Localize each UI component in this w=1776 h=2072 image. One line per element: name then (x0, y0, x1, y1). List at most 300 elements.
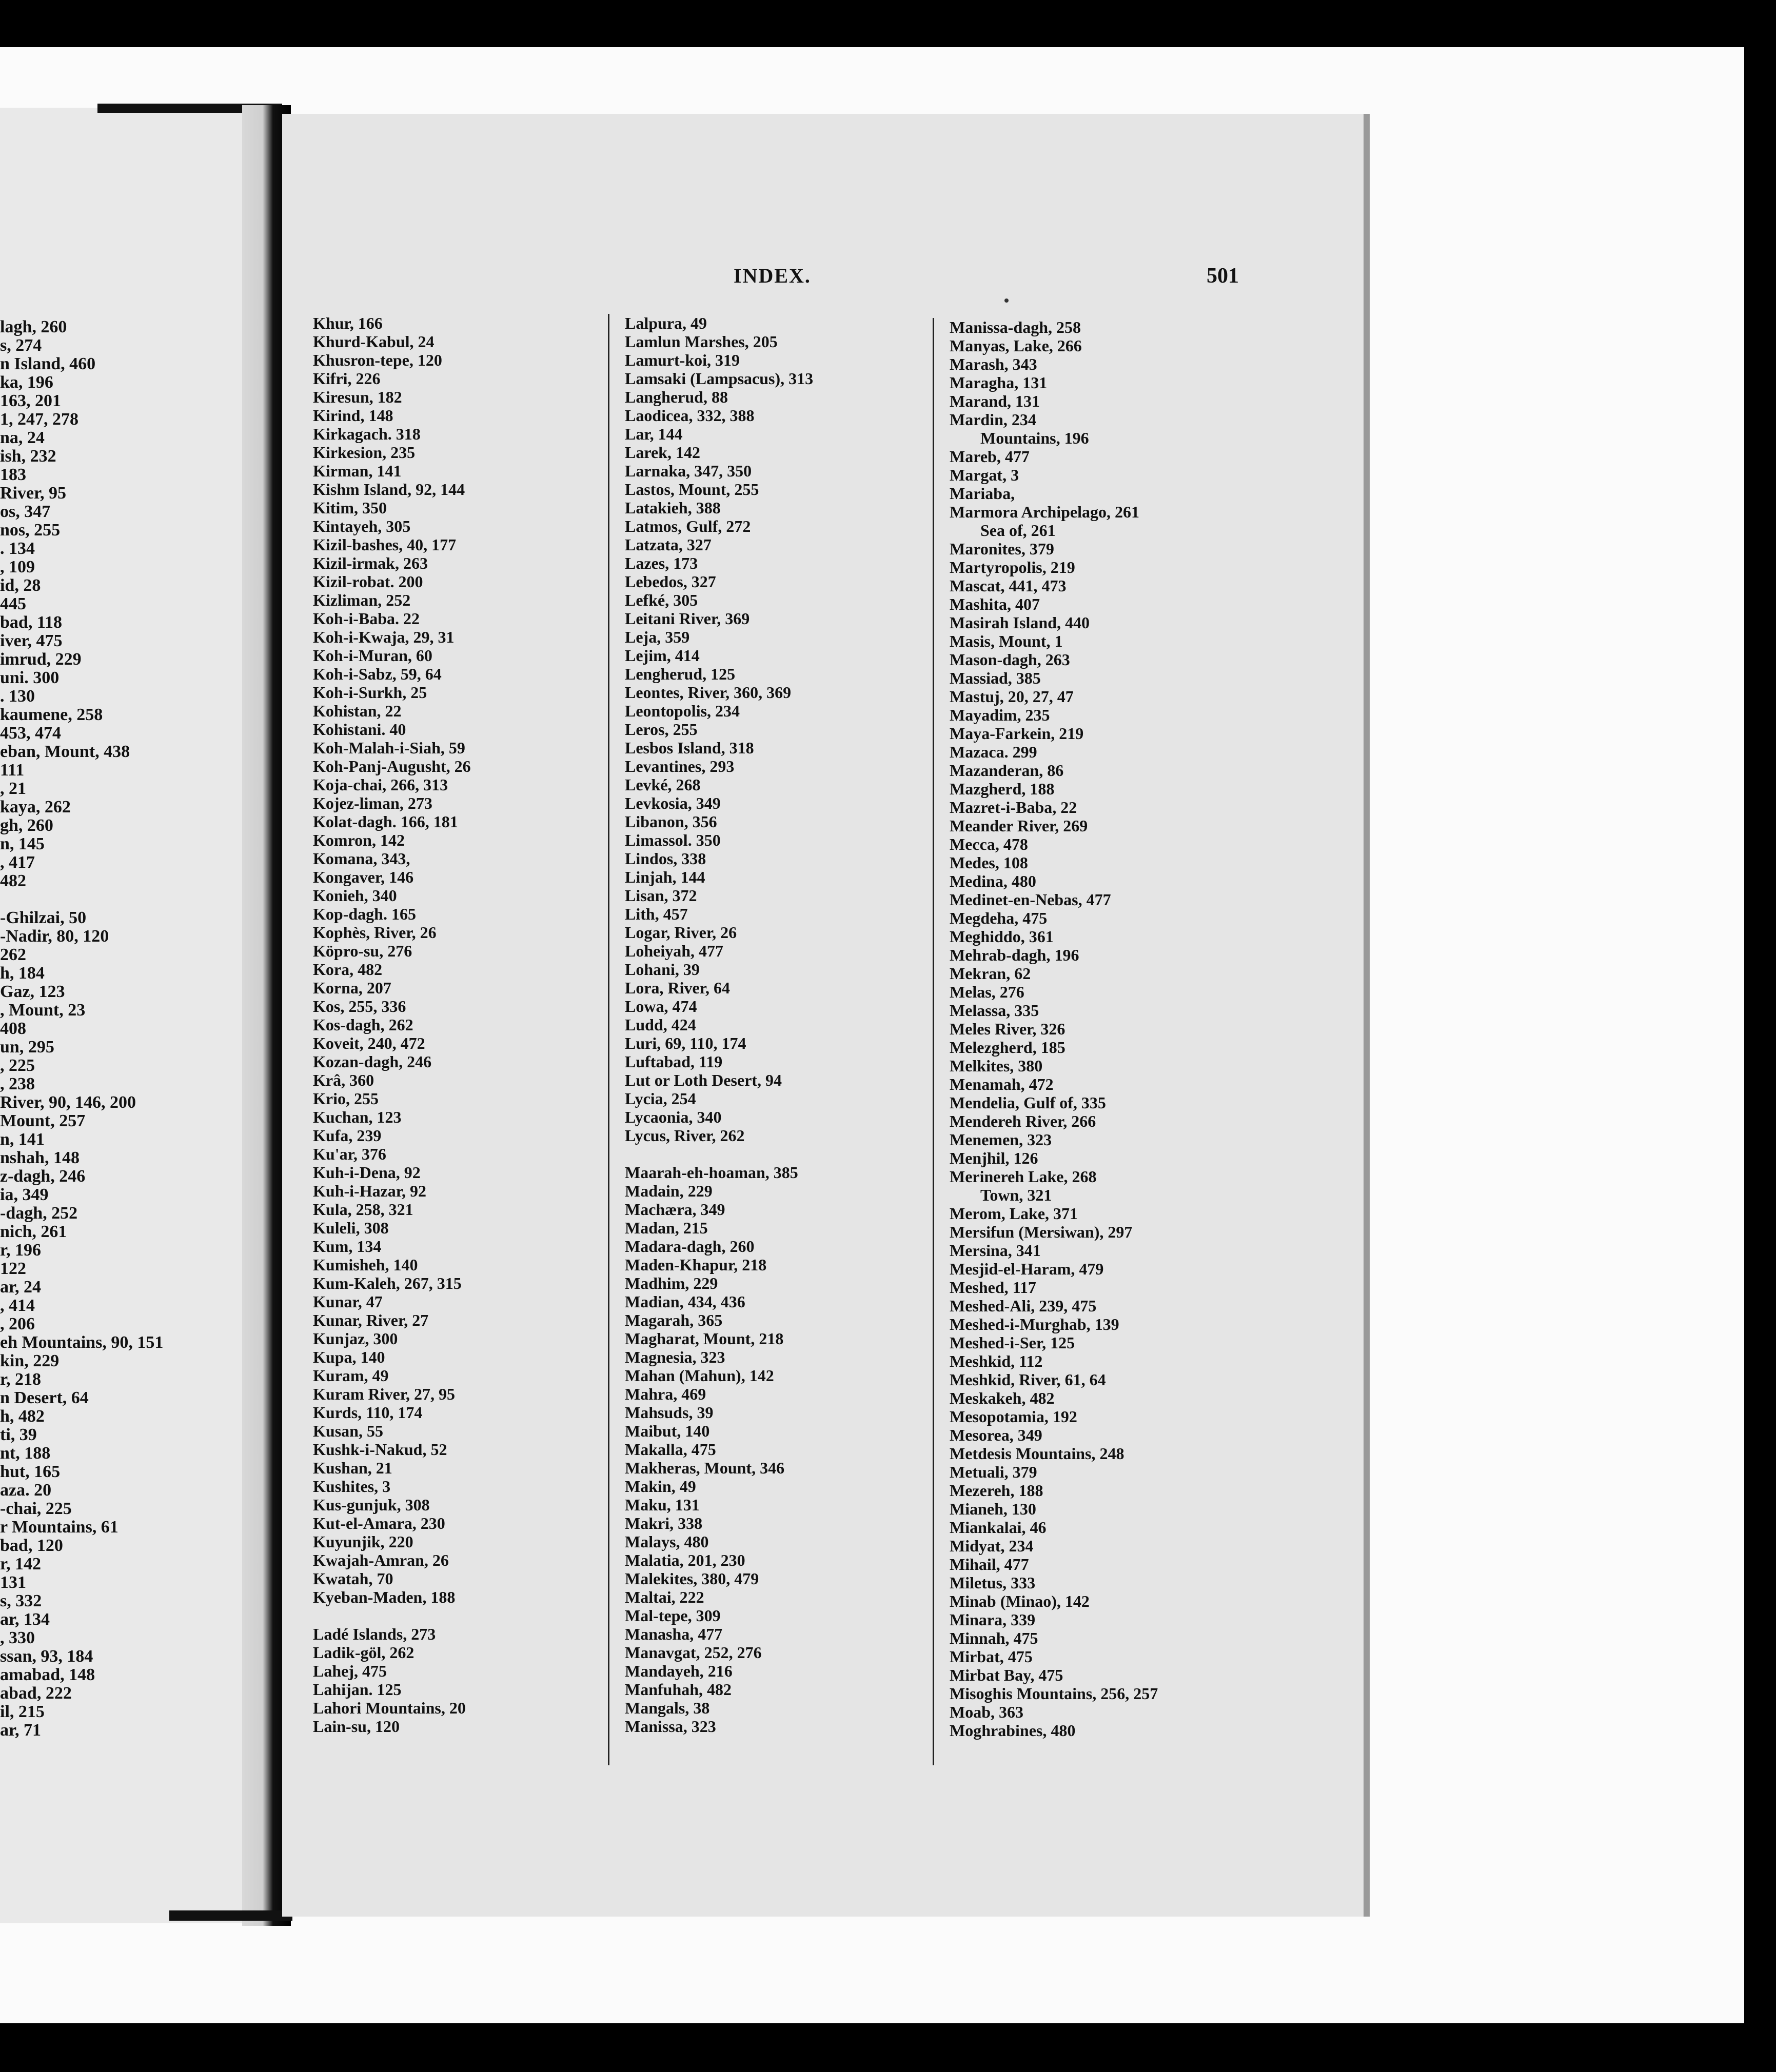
index-entry: Metdesis Mountains, 248 (950, 1444, 1124, 1463)
index-entry: Lora, River, 64 (625, 979, 731, 997)
index-entry: Metuali, 379 (950, 1463, 1037, 1481)
index-entry: Kushk-i-Nakud, 52 (313, 1440, 447, 1459)
index-entry: Masirah Island, 440 (950, 613, 1090, 632)
index-entry: Lycaonia, 340 (625, 1108, 722, 1126)
index-entry: Kushites, 3 (313, 1477, 391, 1496)
index-entry: Kirkagach. 318 (313, 425, 421, 443)
index-entry: 445 (0, 595, 26, 613)
index-entry: , 417 (0, 853, 35, 872)
index-entry: Malatia, 201, 230 (625, 1551, 745, 1569)
index-entry: Kus-gunjuk, 308 (313, 1496, 430, 1514)
index-entry: Mount, 257 (0, 1112, 86, 1130)
index-entry: Menemen, 323 (950, 1130, 1052, 1149)
index-entry: Mirbat, 475 (950, 1647, 1033, 1666)
index-entry: z-dagh, 246 (0, 1167, 86, 1186)
index-entry: Mandayeh, 216 (625, 1662, 733, 1680)
index-entry: Makheras, Mount, 346 (625, 1459, 785, 1477)
index-entry: Kuyunjik, 220 (313, 1532, 413, 1551)
index-entry: Mendereh River, 266 (950, 1112, 1096, 1130)
index-entry: Moab, 363 (950, 1703, 1023, 1721)
index-entry: Koh-Malah-i-Siah, 59 (313, 739, 465, 757)
index-entry: Kohistan, 22 (313, 702, 402, 720)
index-entry: Manissa-dagh, 258 (950, 318, 1081, 336)
index-entry: Koh-i-Muran, 60 (313, 646, 432, 665)
index-entry: Minab (Minao), 142 (950, 1592, 1090, 1610)
index-entry: Kitim, 350 (313, 499, 387, 517)
index-entry: Misoghis Mountains, 256, 257 (950, 1684, 1158, 1703)
index-entry: Maarah-eh-hoaman, 385 (625, 1163, 798, 1182)
index-entry: Lalpura, 49 (625, 314, 707, 332)
index-entry: , 109 (0, 558, 35, 576)
index-entry: Magharat, Mount, 218 (625, 1329, 784, 1348)
index-entry: Magnesia, 323 (625, 1348, 725, 1366)
index-entry: Kumisheh, 140 (313, 1256, 418, 1274)
index-entry: ar, 24 (0, 1278, 41, 1297)
index-entry: Libanon, 356 (625, 812, 717, 831)
index-entry: gh, 260 (0, 816, 53, 835)
index-entry: Gaz, 123 (0, 983, 65, 1001)
index-entry: Mal-tepe, 309 (625, 1606, 721, 1625)
index-entry: , 238 (0, 1075, 35, 1093)
index-entry: Latakieh, 388 (625, 499, 721, 517)
index-entry: Meshed-i-Murghab, 139 (950, 1315, 1119, 1333)
index-entry: Koveit, 240, 472 (313, 1034, 425, 1052)
index-entry: aza. 20 (0, 1481, 52, 1500)
index-entry: Kum-Kaleh, 267, 315 (313, 1274, 462, 1292)
index-entry: Maltai, 222 (625, 1588, 704, 1606)
index-entry: Manfuhah, 482 (625, 1680, 732, 1699)
index-entry: Maronites, 379 (950, 540, 1054, 558)
index-entry: Kuleli, 308 (313, 1219, 389, 1237)
index-entry: n Island, 460 (0, 355, 96, 373)
index-entry: amabad, 148 (0, 1666, 95, 1684)
index-entry: iver, 475 (0, 632, 63, 650)
index-entry: Kohistani. 40 (313, 720, 406, 739)
index-entry: Megdeha, 475 (950, 909, 1048, 927)
index-entry: Maku, 131 (625, 1496, 700, 1514)
index-entry: Marash, 343 (950, 355, 1037, 373)
index-entry: Malekites, 380, 479 (625, 1569, 759, 1588)
index-entry: Martyropolis, 219 (950, 558, 1075, 576)
index-entry: Korna, 207 (313, 979, 391, 997)
index-entry: imrud, 229 (0, 650, 82, 669)
scan-border-top (0, 0, 1776, 47)
index-entry: Kunar, River, 27 (313, 1311, 429, 1329)
index-entry: Madan, 215 (625, 1219, 708, 1237)
index-entry: nos, 255 (0, 521, 61, 540)
index-entry: Koh-i-Sabz, 59, 64 (313, 665, 442, 683)
index-entry: Maibut, 140 (625, 1422, 710, 1440)
page-header-title: INDEX. (734, 264, 811, 287)
left-page-index-column (0, 318, 242, 1740)
index-entry: 1, 247, 278 (0, 410, 78, 429)
index-entry: Lohani, 39 (625, 960, 700, 979)
index-entry: Linjah, 144 (625, 868, 705, 886)
left-page-fragment (0, 108, 242, 1923)
index-entry: Lesbos Island, 318 (625, 739, 754, 757)
index-entry: Meles River, 326 (950, 1020, 1065, 1038)
index-entry: Leros, 255 (625, 720, 698, 739)
index-entry: bad, 120 (0, 1537, 63, 1555)
index-entry: 262 (0, 946, 26, 964)
index-entry: Khur, 166 (313, 314, 383, 332)
index-entry: Krâ, 360 (313, 1071, 374, 1089)
index-entry: Melezgherd, 185 (950, 1038, 1065, 1057)
index-entry: Kizil-robat. 200 (313, 572, 423, 591)
index-entry: s, 332 (0, 1592, 42, 1610)
index-entry: Makalla, 475 (625, 1440, 716, 1459)
index-entry: Kuh-i-Dena, 92 (313, 1163, 421, 1182)
index-entry: 122 (0, 1260, 26, 1278)
index-entry: River, 95 (0, 484, 67, 503)
index-entry: r Mountains, 61 (0, 1518, 119, 1537)
index-entry: na, 24 (0, 429, 45, 447)
index-entry: Margat, 3 (950, 466, 1019, 484)
index-entry: Medes, 108 (950, 853, 1028, 872)
index-entry: Kunjaz, 300 (313, 1329, 398, 1348)
index-entry: Mahan (Mahun), 142 (625, 1366, 774, 1385)
index-entry: Konieh, 340 (313, 886, 397, 905)
index-entry: Mendelia, Gulf of, 335 (950, 1093, 1106, 1112)
index-entry: Lahej, 475 (313, 1662, 387, 1680)
index-entry: Manissa, 323 (625, 1717, 716, 1736)
index-entry: Lain-su, 120 (313, 1717, 400, 1736)
index-entry: Kuram River, 27, 95 (313, 1385, 456, 1403)
index-entry: 482 (0, 872, 26, 890)
index-entry: n, 145 (0, 835, 45, 853)
index-entry: Luftabad, 119 (625, 1052, 723, 1071)
index-entry: Meshkid, River, 61, 64 (950, 1370, 1106, 1389)
index-entry: Koja-chai, 266, 313 (313, 775, 448, 794)
index-entry: eban, Mount, 438 (0, 743, 130, 761)
index-entry: Kyeban-Maden, 188 (313, 1588, 456, 1606)
index-entry: , 414 (0, 1297, 35, 1315)
index-entry: Mihail, 477 (950, 1555, 1029, 1573)
index-entry: River, 90, 146, 200 (0, 1093, 136, 1112)
index-entry: Kos-dagh, 262 (313, 1015, 413, 1034)
index-entry: n, 141 (0, 1130, 45, 1149)
index-entry: Lefké, 305 (625, 591, 698, 609)
index-entry: Melassa, 335 (950, 1001, 1039, 1020)
index-entry: Maya-Farkein, 219 (950, 724, 1084, 743)
index-entry: Meshed, 117 (950, 1278, 1036, 1297)
index-entry: Ludd, 424 (625, 1015, 696, 1034)
index-entry: Kiresun, 182 (313, 388, 402, 406)
index-entry: 453, 474 (0, 724, 61, 743)
index-entry: Mersifun (Mersiwan), 297 (950, 1223, 1133, 1241)
index-entry: lagh, 260 (0, 318, 67, 336)
index-entry: Kut-el-Amara, 230 (313, 1514, 445, 1532)
index-entry: Kintayeh, 305 (313, 517, 411, 535)
index-entry: Komana, 343, (313, 849, 410, 868)
page-number: 501 (1207, 264, 1239, 288)
index-entry: Merinereh Lake, 268 (950, 1167, 1097, 1186)
index-entry: Kufa, 239 (313, 1126, 382, 1145)
index-entry: Kuchan, 123 (313, 1108, 402, 1126)
index-entry: Kwajah-Amran, 26 (313, 1551, 449, 1569)
index-entry: Latzata, 327 (625, 535, 712, 554)
index-entry: Kophès, River, 26 (313, 923, 437, 942)
index-entry: Lowa, 474 (625, 997, 697, 1015)
index-entry: . 130 (0, 687, 35, 706)
index-entry: Lengherud, 125 (625, 665, 736, 683)
index-entry: hut, 165 (0, 1463, 61, 1481)
index-entry: Kifri, 226 (313, 369, 381, 388)
index-entry: Lahori Mountains, 20 (313, 1699, 466, 1717)
index-entry: Mangals, 38 (625, 1699, 710, 1717)
section-gap (313, 1606, 610, 1625)
section-gap (625, 1145, 933, 1163)
index-entry: Koh-Panj-Augusht, 26 (313, 757, 471, 775)
index-entry: Lazes, 173 (625, 554, 698, 572)
index-entry: Kozan-dagh, 246 (313, 1052, 432, 1071)
index-entry: Kwatah, 70 (313, 1569, 393, 1588)
index-entry: r, 196 (0, 1241, 41, 1260)
index-entry: , 330 (0, 1629, 35, 1647)
index-entry: 111 (0, 761, 25, 780)
index-entry: abad, 222 (0, 1684, 72, 1703)
index-entry: Mianeh, 130 (950, 1500, 1036, 1518)
index-entry: Mezereh, 188 (950, 1481, 1043, 1500)
index-entry: Logar, River, 26 (625, 923, 737, 942)
index-entry: nshah, 148 (0, 1149, 80, 1167)
index-entry: Kos, 255, 336 (313, 997, 406, 1015)
index-entry: Mazanderan, 86 (950, 761, 1064, 780)
index-entry: Mariaba, (950, 484, 1015, 503)
index-entry: nich, 261 (0, 1223, 67, 1241)
index-entry: Kupa, 140 (313, 1348, 385, 1366)
index-entry: Mesjid-el-Haram, 479 (950, 1260, 1104, 1278)
index-entry: Loheiyah, 477 (625, 942, 724, 960)
index-entry: , Mount, 23 (0, 1001, 86, 1020)
index-entry: Makri, 338 (625, 1514, 703, 1532)
index-entry: Mastuj, 20, 27, 47 (950, 687, 1074, 706)
index-entry: Larek, 142 (625, 443, 700, 462)
index-entry: Madhim, 229 (625, 1274, 718, 1292)
index-entry: -dagh, 252 (0, 1204, 78, 1223)
print-speck (1004, 298, 1009, 303)
index-entry: eh Mountains, 90, 151 (0, 1333, 164, 1352)
index-entry: Mountains, 196 (980, 429, 1089, 447)
index-entry: 131 (0, 1573, 26, 1592)
index-entry: Mahra, 469 (625, 1385, 706, 1403)
index-entry: Ku'ar, 376 (313, 1145, 386, 1163)
index-entry: Kolat-dagh. 166, 181 (313, 812, 458, 831)
index-entry: Levkosia, 349 (625, 794, 721, 812)
index-entry: nt, 188 (0, 1444, 51, 1463)
index-entry: uni. 300 (0, 669, 60, 687)
index-entry: Mecca, 478 (950, 835, 1028, 853)
index-entry: Marand, 131 (950, 392, 1040, 410)
index-entry: il, 215 (0, 1703, 45, 1721)
index-entry: Khurd-Kabul, 24 (313, 332, 435, 351)
index-entry: Meshkid, 112 (950, 1352, 1043, 1370)
index-entry: 163, 201 (0, 392, 61, 410)
index-entry: Köpro-su, 276 (313, 942, 412, 960)
index-entry: Minnah, 475 (950, 1629, 1038, 1647)
index-entry: Kishm Island, 92, 144 (313, 480, 465, 499)
index-column-3 (933, 318, 1278, 1765)
index-entry: os, 347 (0, 503, 51, 521)
index-entry: Kuram, 49 (313, 1366, 389, 1385)
index-entry: Kongaver, 146 (313, 868, 414, 886)
index-entry: Lamlun Marshes, 205 (625, 332, 778, 351)
index-entry: Kula, 258, 321 (313, 1200, 413, 1219)
index-entry: Kizil-irmak, 263 (313, 554, 428, 572)
index-entry: Kusan, 55 (313, 1422, 383, 1440)
index-entry: Maragha, 131 (950, 373, 1048, 392)
index-entry: Meghiddo, 361 (950, 927, 1054, 946)
index-entry: Mazaca. 299 (950, 743, 1037, 761)
index-entry: ar, 71 (0, 1721, 41, 1740)
index-entry: Koh-i-Kwaja, 29, 31 (313, 628, 455, 646)
index-entry: Langherud, 88 (625, 388, 728, 406)
index-entry: Kirkesion, 235 (313, 443, 416, 462)
index-entry: Kojez-liman, 273 (313, 794, 432, 812)
index-entry: Lar, 144 (625, 425, 683, 443)
index-entry: Makin, 49 (625, 1477, 696, 1496)
index-entry: Mardin, 234 (950, 410, 1036, 429)
index-entry: Kizil-bashes, 40, 177 (313, 535, 457, 554)
index-entry: ssan, 93, 184 (0, 1647, 93, 1666)
index-entry: -Nadir, 80, 120 (0, 927, 109, 946)
index-entry: Leontes, River, 360, 369 (625, 683, 792, 702)
index-entry: ti, 39 (0, 1426, 37, 1444)
index-entry: Limassol. 350 (625, 831, 721, 849)
index-entry: Medina, 480 (950, 872, 1036, 890)
index-entry: Komron, 142 (313, 831, 405, 849)
index-entry: Mazgherd, 188 (950, 780, 1055, 798)
index-entry: Lindos, 338 (625, 849, 706, 868)
index-entry: Magarah, 365 (625, 1311, 723, 1329)
index-entry: s, 274 (0, 336, 42, 355)
index-entry: Melkites, 380 (950, 1057, 1043, 1075)
index-entry: Meshed-Ali, 239, 475 (950, 1297, 1097, 1315)
index-entry: Mascat, 441, 473 (950, 576, 1067, 595)
index-entry: un, 295 (0, 1038, 54, 1057)
index-entry: Kum, 134 (313, 1237, 382, 1256)
index-entry: Ladé Islands, 273 (313, 1625, 436, 1643)
index-entry: Meander River, 269 (950, 816, 1088, 835)
index-entry: Miankalai, 46 (950, 1518, 1047, 1537)
index-entry: Moghrabines, 480 (950, 1721, 1076, 1740)
index-entry: Koh-i-Baba. 22 (313, 609, 420, 628)
index-entry: 183 (0, 466, 26, 484)
index-entry: Lith, 457 (625, 905, 688, 923)
index-entry: Kuh-i-Hazar, 92 (313, 1182, 427, 1200)
index-entry: h, 184 (0, 964, 45, 983)
index-entry: Ladik-göl, 262 (313, 1643, 415, 1662)
index-entry: bad, 118 (0, 613, 62, 632)
index-entry: Latmos, Gulf, 272 (625, 517, 751, 535)
index-entry: Menamah, 472 (950, 1075, 1054, 1093)
index-entry: Kora, 482 (313, 960, 383, 979)
section-gap (0, 890, 242, 909)
index-entry: r, 218 (0, 1370, 41, 1389)
index-entry: Medinet-en-Nebas, 477 (950, 890, 1111, 909)
binding-edge-bottom (169, 1910, 292, 1921)
index-entry: Meshed-i-Ser, 125 (950, 1333, 1075, 1352)
index-entry: Malays, 480 (625, 1532, 709, 1551)
index-entry: Larnaka, 347, 350 (625, 462, 752, 480)
index-entry: Minara, 339 (950, 1610, 1036, 1629)
index-entry: Mesorea, 349 (950, 1426, 1042, 1444)
index-entry: kin, 229 (0, 1352, 60, 1370)
index-entry: Kurds, 110, 174 (313, 1403, 423, 1422)
index-entry: ia, 349 (0, 1186, 49, 1204)
index-entry: Lisan, 372 (625, 886, 697, 905)
index-entry: Miletus, 333 (950, 1573, 1036, 1592)
index-entry: r, 142 (0, 1555, 41, 1573)
index-entry: , 21 (0, 780, 26, 798)
index-entry: Town, 321 (980, 1186, 1052, 1204)
index-entry: Meskakeh, 482 (950, 1389, 1055, 1407)
scan-border-bottom (0, 2023, 1776, 2072)
index-entry: Manyas, Lake, 266 (950, 336, 1082, 355)
index-entry: Leitani River, 369 (625, 609, 750, 628)
index-entry: ka, 196 (0, 373, 53, 392)
index-entry: Melas, 276 (950, 983, 1024, 1001)
index-entry: Menjhil, 126 (950, 1149, 1038, 1167)
index-entry: Lebedos, 327 (625, 572, 716, 591)
index-entry: 408 (0, 1020, 26, 1038)
index-entry: . 134 (0, 540, 35, 558)
index-entry: h, 482 (0, 1407, 45, 1426)
index-column-2 (608, 314, 933, 1765)
index-entry: Lastos, Mount, 255 (625, 480, 759, 499)
index-entry: Madain, 229 (625, 1182, 713, 1200)
index-entry: Mashita, 407 (950, 595, 1040, 613)
index-entry: Midyat, 234 (950, 1537, 1034, 1555)
index-entry: id, 28 (0, 576, 41, 595)
index-entry: Marmora Archipelago, 261 (950, 503, 1140, 521)
index-entry: Koh-i-Surkh, 25 (313, 683, 427, 702)
index-entry: Mersina, 341 (950, 1241, 1041, 1260)
index-entry: Maden-Khapur, 218 (625, 1256, 767, 1274)
index-entry: Kirman, 141 (313, 462, 402, 480)
index-entry: ar, 134 (0, 1610, 50, 1629)
index-entry: Mazret-i-Baba, 22 (950, 798, 1077, 816)
index-entry: Masis, Mount, 1 (950, 632, 1063, 650)
index-entry: Khusron-tepe, 120 (313, 351, 442, 369)
index-entry: Merom, Lake, 371 (950, 1204, 1078, 1223)
index-entry: Mahsuds, 39 (625, 1403, 714, 1422)
index-entry: Massiad, 385 (950, 669, 1041, 687)
index-entry: Laodicea, 332, 388 (625, 406, 755, 425)
index-entry: Kunar, 47 (313, 1292, 383, 1311)
index-entry: Kop-dagh. 165 (313, 905, 416, 923)
index-entry: Machæra, 349 (625, 1200, 725, 1219)
index-entry: Manasha, 477 (625, 1625, 723, 1643)
index-entry: Levantines, 293 (625, 757, 735, 775)
index-entry: Lamsaki (Lampsacus), 313 (625, 369, 814, 388)
index-entry: Leontopolis, 234 (625, 702, 740, 720)
index-entry: Mehrab-dagh, 196 (950, 946, 1079, 964)
index-page (282, 114, 1370, 1917)
index-entry: Luri, 69, 110, 174 (625, 1034, 746, 1052)
index-entry: Krio, 255 (313, 1089, 379, 1108)
index-entry: Lycus, River, 262 (625, 1126, 745, 1145)
index-entry: Mareb, 477 (950, 447, 1030, 466)
index-entry: Leja, 359 (625, 628, 690, 646)
index-entry: -Ghilzai, 50 (0, 909, 87, 927)
index-column-1 (313, 314, 610, 1736)
index-entry: Kushan, 21 (313, 1459, 392, 1477)
index-entry: Kizliman, 252 (313, 591, 411, 609)
index-entry: Manavgat, 252, 276 (625, 1643, 762, 1662)
index-entry: kaumene, 258 (0, 706, 103, 724)
index-entry: Kirind, 148 (313, 406, 393, 425)
